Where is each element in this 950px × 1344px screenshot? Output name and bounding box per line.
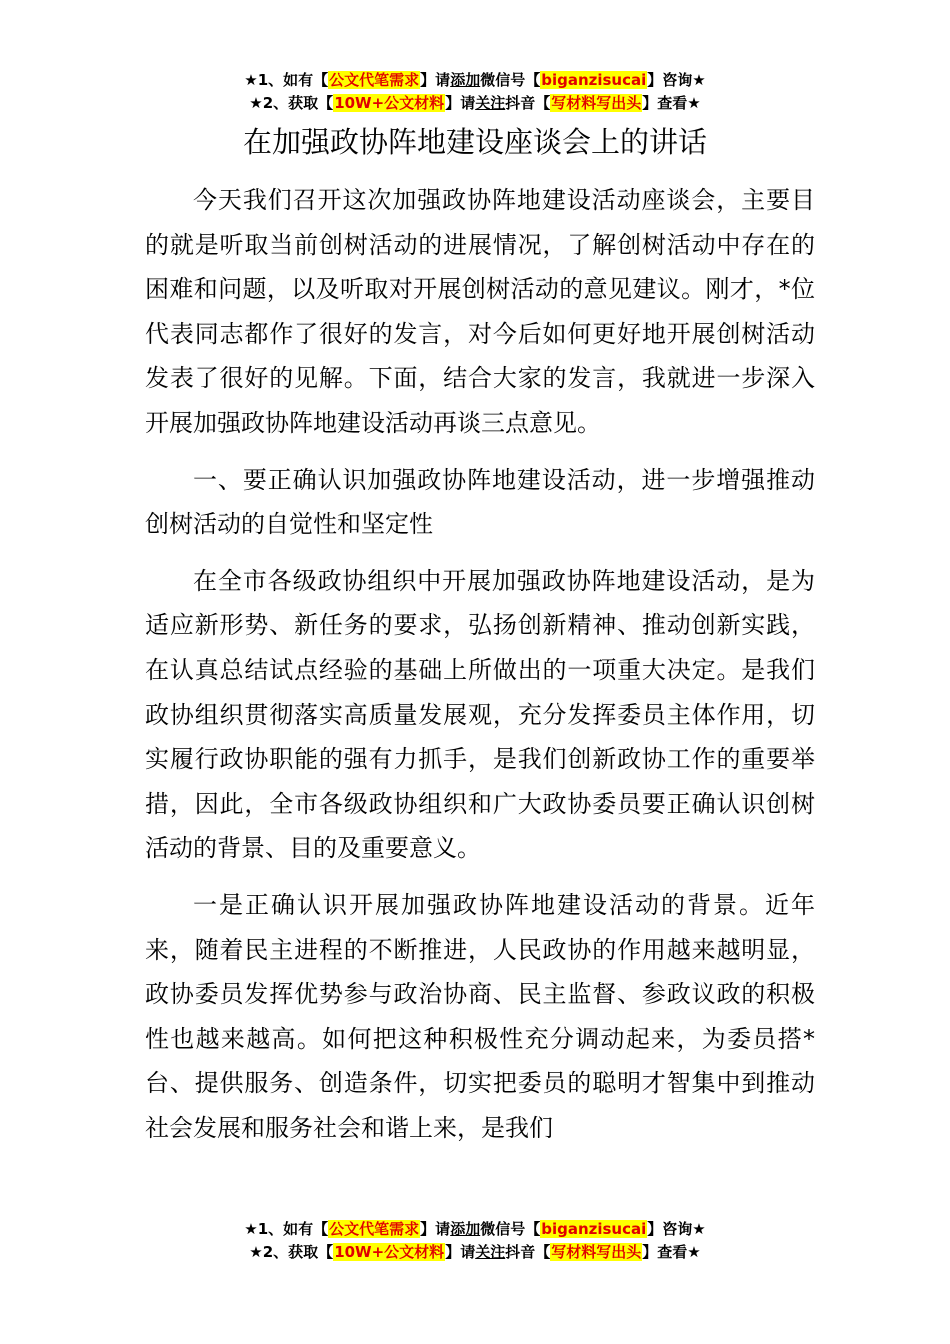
promo-line-2 (0, 1241, 950, 1264)
promo-underline: 添加 (450, 71, 481, 89)
paragraph: 今天我们召开这次加强政协阵地建设活动座谈会，主要目的就是听取当前创树活动的进展情况，了解创树活动中存在的困难和问题，以及听取对开展创树活动的意见建议。刚才，*位代表同志都作了很好的发言，对今后如何更好地开展创树活动发表了很好的见解。下面，结合大家的发言，我就进一步深入开展加强政协阵地建设活动再谈三点意见。 (145, 186, 815, 437)
promo-text: 】请 (445, 94, 476, 112)
promo-text: ★2、获取【 (249, 94, 334, 112)
promo-text: 微信号【 (480, 71, 541, 89)
promo-highlight: 公文代笔需求 (329, 1220, 420, 1238)
promo-underline: 添加 (450, 1220, 481, 1238)
promo-text: ★1、如有【 (244, 1220, 329, 1238)
promo-highlight: 写材料写出头 (551, 94, 642, 112)
promo-text: 】请 (445, 1243, 476, 1261)
document-title: 在加强政协阵地建设座谈会上的讲话 (242, 125, 707, 159)
promo-text: 】查看★ (642, 1243, 701, 1261)
promo-highlight: 写材料写出头 (551, 1243, 642, 1261)
promo-underline: 关注 (475, 1243, 506, 1261)
promo-text: 抖音【 (505, 94, 551, 112)
promo-text: ★2、获取【 (249, 1243, 334, 1261)
promo-text: 】请 (420, 71, 451, 89)
promo-highlight: 10W+公文材料 (334, 1243, 445, 1261)
bottom-promo-banner (0, 1218, 950, 1264)
promo-line-1 (0, 1218, 950, 1241)
promo-line-1 (0, 69, 950, 92)
paragraph: 一是正确认识开展加强政协阵地建设活动的背景。近年来，随着民主进程的不断推进，人民政协的作用越来越明显，政协委员发挥优势参与政治协商、民主监督、参政议政的积极性也越来越高。如何把这种积极性充分调动起来，为委员搭*台、提供服务、创造条件，切实把委员的聪明才智集中到推动社会发展和服务社会和谐上来，是我们 (145, 890, 815, 1142)
promo-text: ★1、如有【 (244, 71, 329, 89)
promo-highlight: 10W+公文材料 (334, 94, 445, 112)
top-promo-banner (0, 69, 950, 115)
promo-text: 】咨询★ (647, 71, 706, 89)
document-body (145, 178, 815, 1162)
promo-text: 】查看★ (642, 94, 701, 112)
section-heading: 一、要正确认识加强政协阵地建设活动，进一步增强推动创树活动的自觉性和坚定性 (145, 465, 815, 539)
promo-text: 】咨询★ (647, 1220, 706, 1238)
promo-highlight: biganzisucai (541, 71, 647, 89)
promo-underline: 关注 (475, 94, 506, 112)
promo-highlight: biganzisucai (541, 1220, 647, 1238)
promo-text: 抖音【 (505, 1243, 551, 1261)
paragraph: 在全市各级政协组织中开展加强政协阵地建设活动，是为适应新形势、新任务的要求，弘扬创新精神、推动创新实践，在认真总结试点经验的基础上所做出的一项重大决定。是我们政协组织贯彻落实高质量发展观，充分发挥委员主体作用，切实履行政协职能的强有力抓手，是我们创新政协工作的重要举措，因此，全市各级政协组织和广大政协委员要正确认识创树活动的背景、目的及重要意义。 (145, 566, 815, 863)
promo-line-2 (0, 92, 950, 115)
promo-text: 微信号【 (480, 1220, 541, 1238)
promo-highlight: 公文代笔需求 (329, 71, 420, 89)
promo-text: 】请 (420, 1220, 451, 1238)
